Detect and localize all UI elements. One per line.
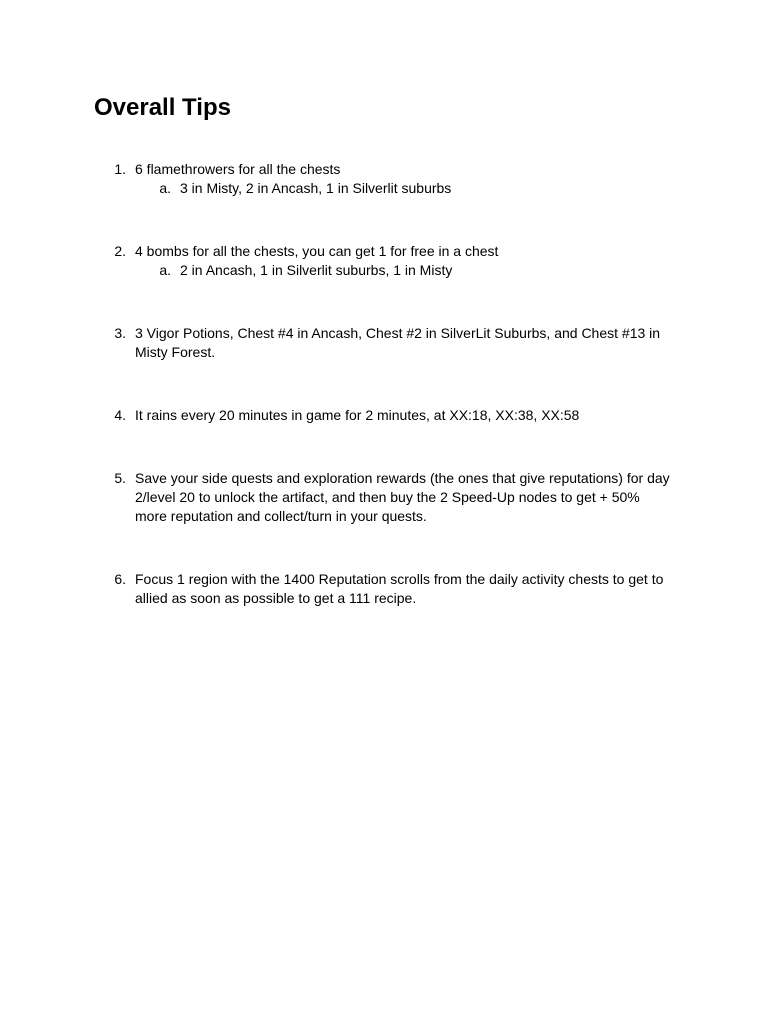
sub-item: [0, 179, 768, 198]
sub-text: 3 in Misty, 2 in Ancash, 1 in Silverlit suburbs: [180, 180, 452, 196]
sub-item: [0, 261, 768, 280]
tip-row: [0, 570, 768, 608]
tip-number: 3.: [114, 325, 126, 341]
tips-list: [0, 160, 768, 652]
tip-text: Save your side quests and exploration rewards (the ones that give reputations) for day 2/level 20 to unlock the artifact, and then buy the 2 Speed-Up nodes to get + 50% more reputation and collect/turn in your quests.: [135, 470, 670, 524]
tip-item: [0, 324, 768, 362]
tip-number: 1.: [114, 161, 126, 177]
sub-list: [0, 261, 768, 280]
tip-text: 4 bombs for all the chests, you can get 1 for free in a chest: [135, 243, 499, 259]
tip-row: [0, 160, 768, 179]
tip-number: 2.: [114, 243, 126, 259]
sub-marker: a.: [159, 180, 171, 196]
tip-number: 6.: [114, 571, 126, 587]
sub-marker: a.: [159, 262, 171, 278]
tip-item: [0, 469, 768, 526]
sub-list: [0, 179, 768, 198]
tip-item: [0, 406, 768, 425]
tip-text: Focus 1 region with the 1400 Reputation scrolls from the daily activity chests to get to allied as soon as possible to get a 111 recipe.: [135, 571, 664, 606]
tip-item: [0, 242, 768, 280]
tip-number: 4.: [114, 407, 126, 423]
tip-row: [0, 324, 768, 362]
page-title: Overall Tips: [94, 94, 231, 121]
tip-text: 3 Vigor Potions, Chest #4 in Ancash, Chest #2 in SilverLit Suburbs, and Chest #13 in Misty Forest.: [135, 325, 661, 360]
tip-item: [0, 570, 768, 608]
tip-number: 5.: [114, 470, 126, 486]
tip-item: [0, 160, 768, 198]
tip-row: [0, 469, 768, 526]
sub-text: 2 in Ancash, 1 in Silverlit suburbs, 1 in Misty: [180, 262, 453, 278]
tip-text: 6 flamethrowers for all the chests: [135, 161, 341, 177]
tip-row: [0, 242, 768, 261]
tip-text: It rains every 20 minutes in game for 2 minutes, at XX:18, XX:38, XX:58: [135, 407, 580, 423]
tip-row: [0, 406, 768, 425]
